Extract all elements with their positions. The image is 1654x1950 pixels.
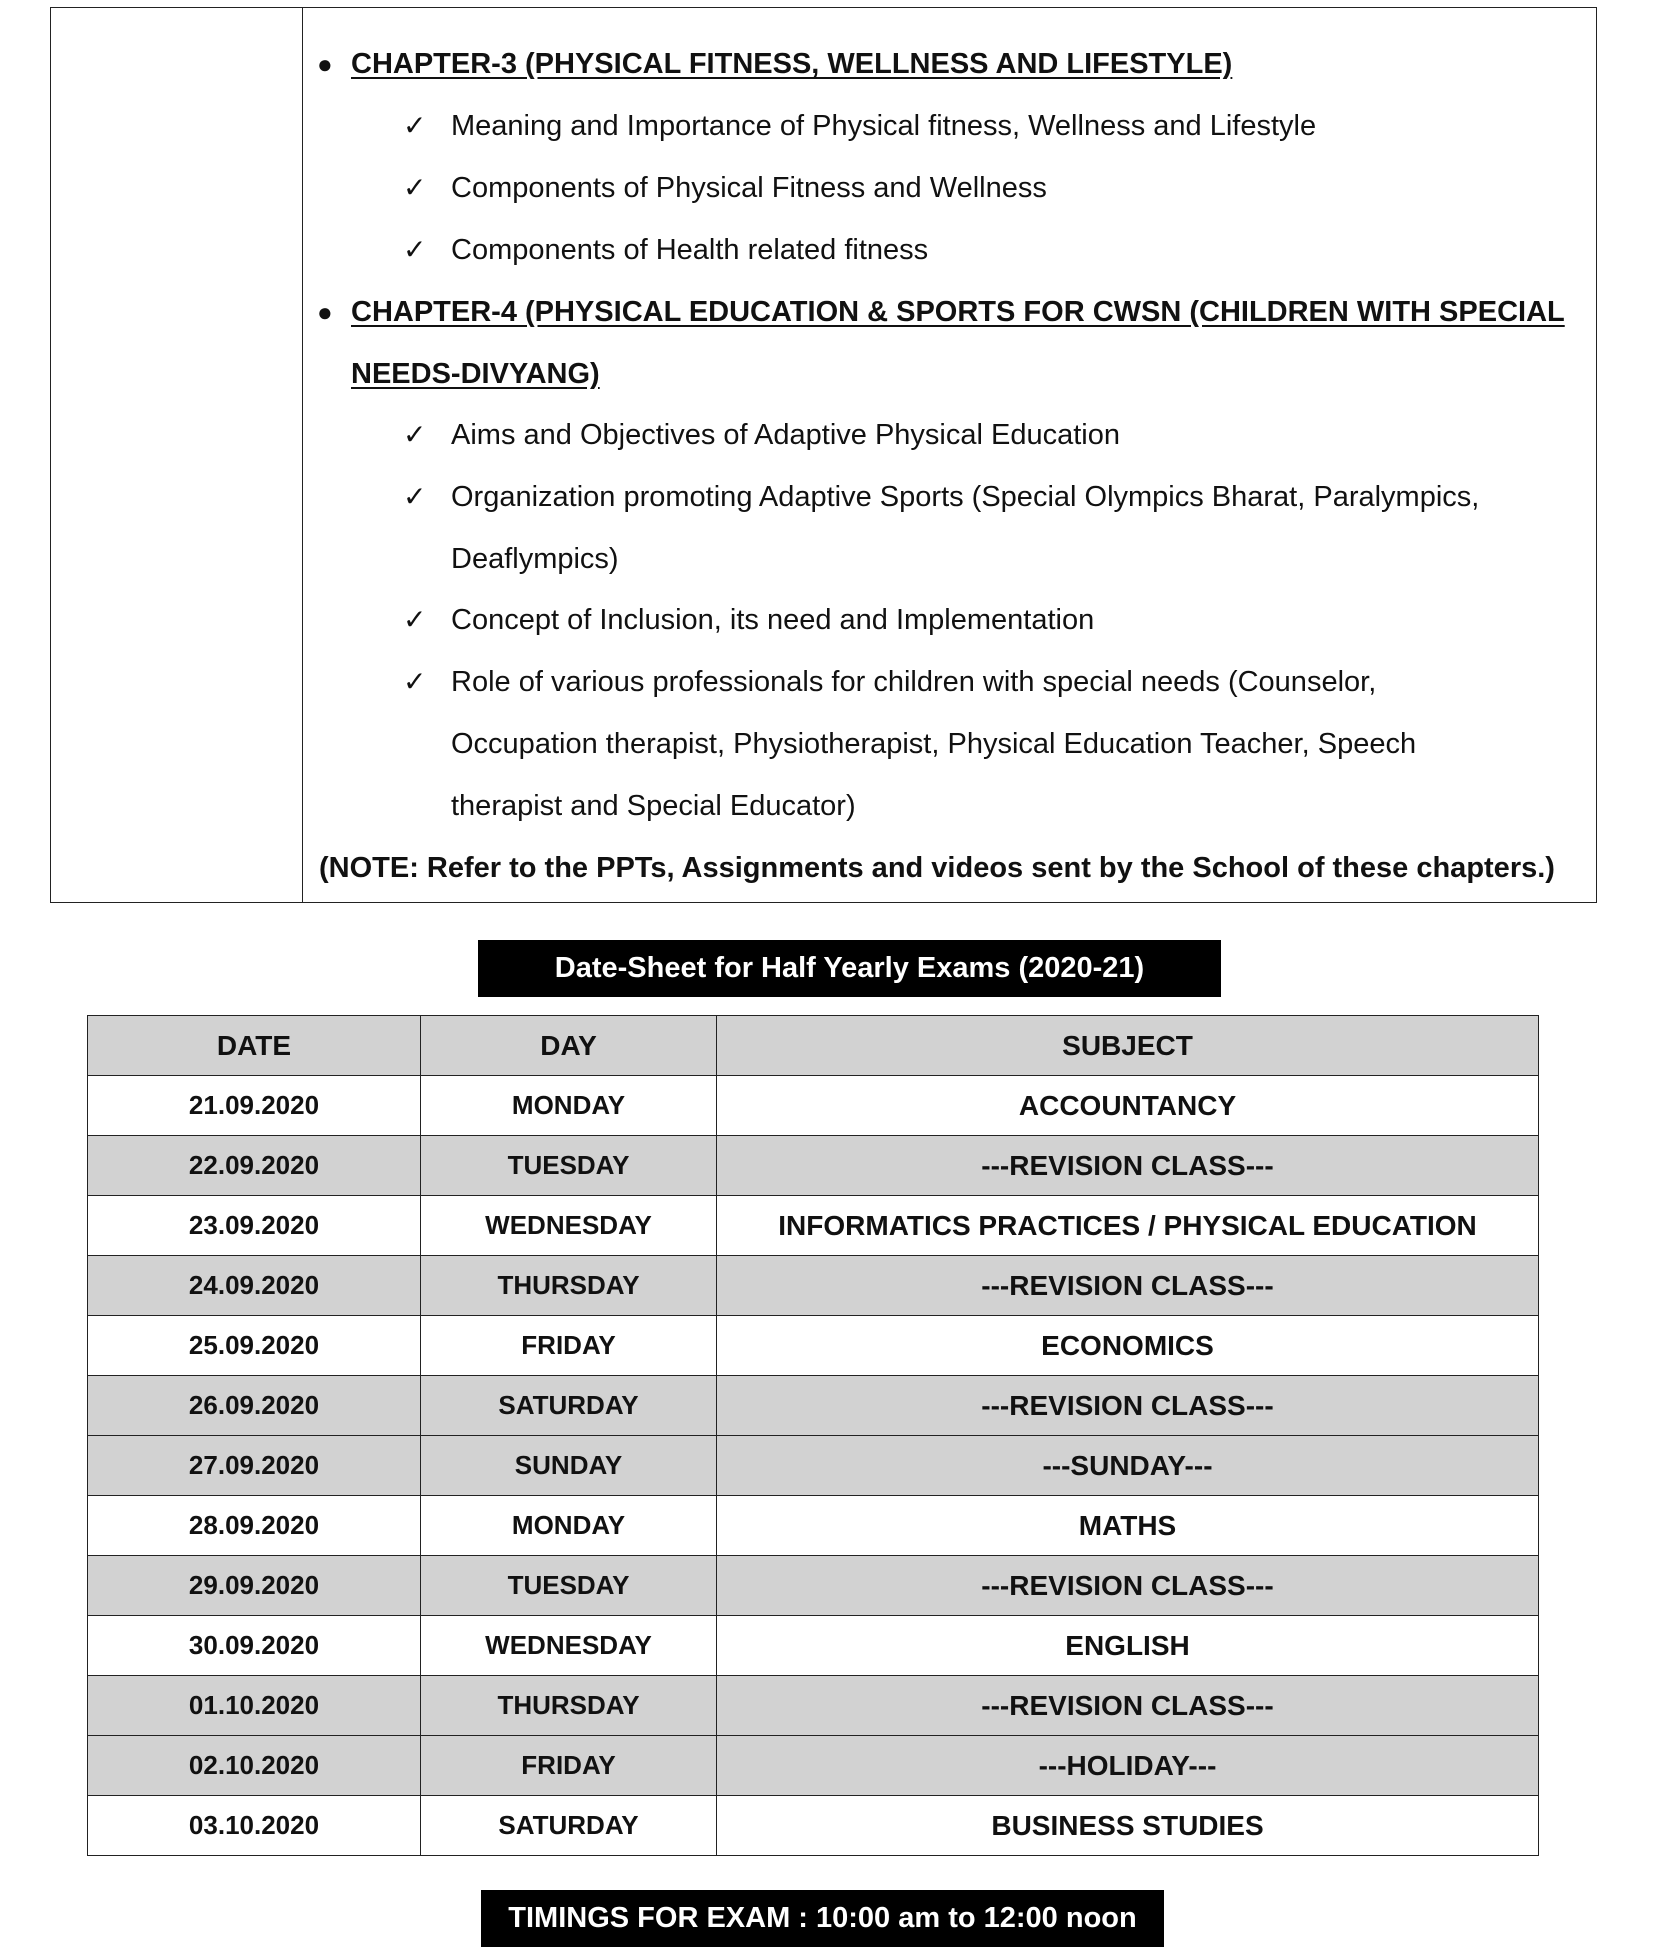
cell-date: 01.10.2020 (88, 1676, 421, 1736)
check-icon: ✓ (403, 171, 427, 204)
cell-subject: ACCOUNTANCY (717, 1076, 1539, 1136)
cell-subject: MATHS (717, 1496, 1539, 1556)
cell-day: TUESDAY (421, 1556, 717, 1616)
check-icon: ✓ (403, 418, 427, 451)
header-date: DATE (88, 1016, 421, 1076)
check-icon: ✓ (403, 603, 427, 636)
cell-day: TUESDAY (421, 1136, 717, 1196)
cell-subject: ECONOMICS (717, 1316, 1539, 1376)
cell-date: 26.09.2020 (88, 1376, 421, 1436)
chapter3-title: CHAPTER-3 (PHYSICAL FITNESS, WELLNESS AND LIFESTYLE) (351, 48, 1233, 80)
cell-date: 30.09.2020 (88, 1616, 421, 1676)
table-row (88, 1376, 1539, 1436)
table-row (88, 1796, 1539, 1856)
cell-date: 22.09.2020 (88, 1136, 421, 1196)
table-row (88, 1736, 1539, 1796)
cell-subject: ---REVISION CLASS--- (717, 1556, 1539, 1616)
cell-date: 24.09.2020 (88, 1256, 421, 1316)
table-row (88, 1316, 1539, 1376)
cell-date: 27.09.2020 (88, 1436, 421, 1496)
cell-day: SATURDAY (421, 1796, 717, 1856)
table-row (88, 1076, 1539, 1136)
check-icon: ✓ (403, 109, 427, 142)
cell-day: SATURDAY (421, 1376, 717, 1436)
table-row (88, 1496, 1539, 1556)
cell-subject: BUSINESS STUDIES (717, 1796, 1539, 1856)
cell-subject: ---SUNDAY--- (717, 1436, 1539, 1496)
cell-day: SUNDAY (421, 1436, 717, 1496)
cell-subject: ENGLISH (717, 1616, 1539, 1676)
syllabus-right-cell (303, 8, 1596, 902)
syllabus-box (50, 7, 1597, 903)
cell-date: 25.09.2020 (88, 1316, 421, 1376)
chapter3-item: Components of Health related fitness (451, 234, 929, 266)
header-day: DAY (421, 1016, 717, 1076)
chapter3-item: Components of Physical Fitness and Wellness (451, 172, 1047, 204)
cell-subject: ---HOLIDAY--- (717, 1736, 1539, 1796)
bullet-icon: ● (317, 49, 333, 79)
cell-subject: ---REVISION CLASS--- (717, 1136, 1539, 1196)
chapter4-title-line1: CHAPTER-4 (PHYSICAL EDUCATION & SPORTS FOR CWSN (CHILDREN WITH SPECIAL (351, 296, 1565, 328)
chapter4-item: Concept of Inclusion, its need and Implementation (451, 604, 1095, 636)
table-row (88, 1556, 1539, 1616)
cell-day: THURSDAY (421, 1256, 717, 1316)
cell-date: 02.10.2020 (88, 1736, 421, 1796)
chapter4-title-line2: NEEDS-DIVYANG) (351, 358, 600, 390)
cell-date: 23.09.2020 (88, 1196, 421, 1256)
cell-subject: ---REVISION CLASS--- (717, 1256, 1539, 1316)
cell-date: 28.09.2020 (88, 1496, 421, 1556)
chapter4-item-continued: Deaflympics) (451, 543, 619, 575)
cell-day: WEDNESDAY (421, 1196, 717, 1256)
cell-day: THURSDAY (421, 1676, 717, 1736)
cell-subject: ---REVISION CLASS--- (717, 1376, 1539, 1436)
syllabus-left-cell (51, 8, 303, 902)
cell-date: 21.09.2020 (88, 1076, 421, 1136)
cell-day: MONDAY (421, 1496, 717, 1556)
table-row (88, 1676, 1539, 1736)
table-row (88, 1436, 1539, 1496)
datesheet-table (87, 1015, 1539, 1856)
syllabus-note: (NOTE: Refer to the PPTs, Assignments and videos sent by the School of these chapters.) (319, 852, 1555, 884)
chapter4-item: Aims and Objectives of Adaptive Physical Education (451, 419, 1120, 451)
chapter4-item-continued: therapist and Special Educator) (451, 790, 856, 822)
table-row (88, 1196, 1539, 1256)
cell-day: WEDNESDAY (421, 1616, 717, 1676)
table-row (88, 1256, 1539, 1316)
check-icon: ✓ (403, 665, 427, 698)
header-subject: SUBJECT (717, 1016, 1539, 1076)
bullet-icon: ● (317, 297, 333, 327)
cell-day: FRIDAY (421, 1316, 717, 1376)
cell-day: MONDAY (421, 1076, 717, 1136)
cell-subject: ---REVISION CLASS--- (717, 1676, 1539, 1736)
datesheet-title: Date-Sheet for Half Yearly Exams (2020-21) (478, 940, 1221, 997)
table-row (88, 1136, 1539, 1196)
check-icon: ✓ (403, 233, 427, 266)
cell-date: 03.10.2020 (88, 1796, 421, 1856)
table-row (88, 1616, 1539, 1676)
chapter4-item-continued: Occupation therapist, Physiotherapist, Physical Education Teacher, Speech (451, 728, 1417, 760)
chapter3-item: Meaning and Importance of Physical fitness, Wellness and Lifestyle (451, 110, 1317, 142)
chapter4-item: Organization promoting Adaptive Sports (Special Olympics Bharat, Paralympics, (451, 481, 1480, 513)
cell-day: FRIDAY (421, 1736, 717, 1796)
chapter4-item: Role of various professionals for children with special needs (Counselor, (451, 666, 1377, 698)
cell-subject: INFORMATICS PRACTICES / PHYSICAL EDUCATION (717, 1196, 1539, 1256)
check-icon: ✓ (403, 480, 427, 513)
table-header-row (88, 1016, 1539, 1076)
exam-timings: TIMINGS FOR EXAM : 10:00 am to 12:00 noon (481, 1890, 1164, 1947)
cell-date: 29.09.2020 (88, 1556, 421, 1616)
